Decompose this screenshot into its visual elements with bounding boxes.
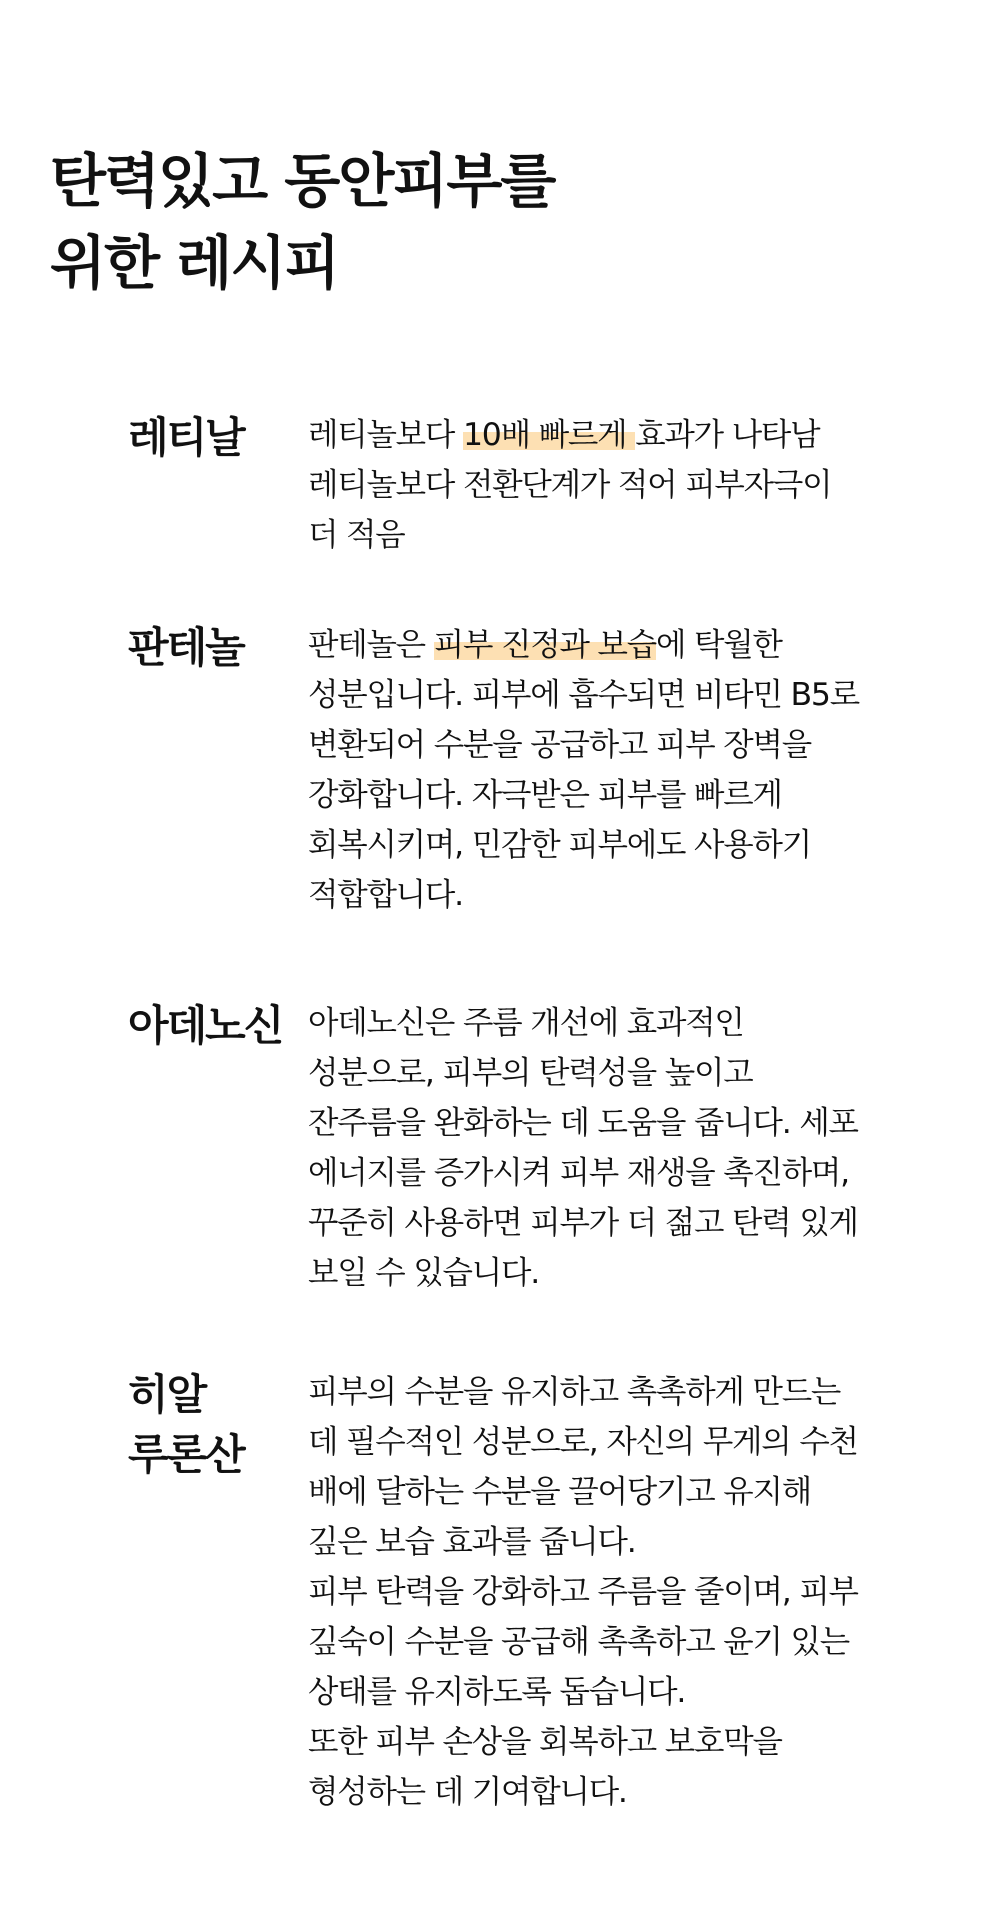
description-line xyxy=(308,1717,928,1767)
description-text: 성분으로, 피부의 탄력성을 높이고 xyxy=(308,1055,753,1091)
description-line xyxy=(308,1417,928,1467)
description-text: 데 필수적인 성분으로, 자신의 무게의 수천 xyxy=(308,1424,858,1460)
description-line xyxy=(308,1517,928,1567)
description-text: 회복시키며, 민감한 피부에도 사용하기 xyxy=(308,827,811,863)
description-line xyxy=(308,510,928,560)
ingredient-name-line: 히알 xyxy=(128,1370,206,1419)
description-line xyxy=(308,998,928,1048)
description-text: 강화합니다. 자극받은 피부를 빠르게 xyxy=(308,777,782,813)
description-text: 피부의 수분을 유지하고 촉촉하게 만드는 xyxy=(308,1374,841,1410)
ingredient-name xyxy=(128,1365,298,1485)
ingredient-name-line: 루론산 xyxy=(128,1430,244,1479)
description-text: 레티놀보다 전환단계가 적어 피부자극이 xyxy=(308,467,832,503)
description-text: 변환되어 수분을 공급하고 피부 장벽을 xyxy=(308,727,811,763)
page-title-line-1: 탄력있고 동안피부를 xyxy=(50,147,555,215)
description-text: 에 탁월한 xyxy=(655,627,782,663)
description-text: 형성하는 데 기여합니다. xyxy=(308,1774,627,1810)
description-text: 적합합니다. xyxy=(308,877,463,913)
description-text: 판테놀은 xyxy=(308,627,434,663)
description-text: 깊은 보습 효과를 줍니다. xyxy=(308,1524,636,1560)
description-line xyxy=(308,1767,928,1817)
description-text: 성분입니다. 피부에 흡수되면 비타민 B5로 xyxy=(308,677,859,713)
ingredient-name-line: 판테놀 xyxy=(128,623,244,672)
ingredient-name xyxy=(128,996,298,1056)
ingredient-name-line: 아데노신 xyxy=(128,1001,283,1050)
description-line xyxy=(308,1367,928,1417)
ingredient-name xyxy=(128,408,298,468)
description-text: 아데노신은 주름 개선에 효과적인 xyxy=(308,1005,744,1041)
description-text: 보일 수 있습니다. xyxy=(308,1255,540,1291)
description-text: 피부 탄력을 강화하고 주름을 줄이며, 피부 xyxy=(308,1574,858,1610)
description-text: 효과가 나타남 xyxy=(635,417,820,453)
ingredient-description xyxy=(308,998,928,1298)
ingredient-description xyxy=(308,410,928,560)
description-text: 또한 피부 손상을 회복하고 보호막을 xyxy=(308,1724,782,1760)
description-text: 레티놀보다 xyxy=(308,417,463,453)
description-text: 더 적음 xyxy=(308,517,405,553)
page-title-line-2: 위한 레시피 xyxy=(50,229,339,297)
highlighted-text: 10배 빠르게 xyxy=(462,417,636,453)
ingredient-description xyxy=(308,1367,928,1817)
page-title xyxy=(50,140,554,304)
highlighted-text: 피부 진정과 보습 xyxy=(433,627,656,663)
ingredient-description xyxy=(308,620,928,920)
description-line xyxy=(308,670,928,720)
ingredient-name-line: 레티날 xyxy=(128,413,244,462)
description-text: 깊숙이 수분을 공급해 촉촉하고 윤기 있는 xyxy=(308,1624,849,1660)
description-text: 에너지를 증가시켜 피부 재생을 촉진하며, xyxy=(308,1155,849,1191)
ingredient-name xyxy=(128,618,298,678)
description-line xyxy=(308,620,928,670)
description-line xyxy=(308,720,928,770)
description-line xyxy=(308,1667,928,1717)
description-text: 꾸준히 사용하면 피부가 더 젊고 탄력 있게 xyxy=(308,1205,858,1241)
description-line xyxy=(308,460,928,510)
description-line xyxy=(308,1198,928,1248)
description-line xyxy=(308,820,928,870)
description-text: 배에 달하는 수분을 끌어당기고 유지해 xyxy=(308,1474,811,1510)
description-line xyxy=(308,1617,928,1667)
description-line xyxy=(308,1567,928,1617)
description-line xyxy=(308,1248,928,1298)
description-line xyxy=(308,770,928,820)
description-line xyxy=(308,1148,928,1198)
description-text: 잔주름을 완화하는 데 도움을 줍니다. 세포 xyxy=(308,1105,858,1141)
description-text: 상태를 유지하도록 돕습니다. xyxy=(308,1674,686,1710)
description-line xyxy=(308,1048,928,1098)
description-line xyxy=(308,410,928,460)
description-line xyxy=(308,870,928,920)
description-line xyxy=(308,1467,928,1517)
description-line xyxy=(308,1098,928,1148)
